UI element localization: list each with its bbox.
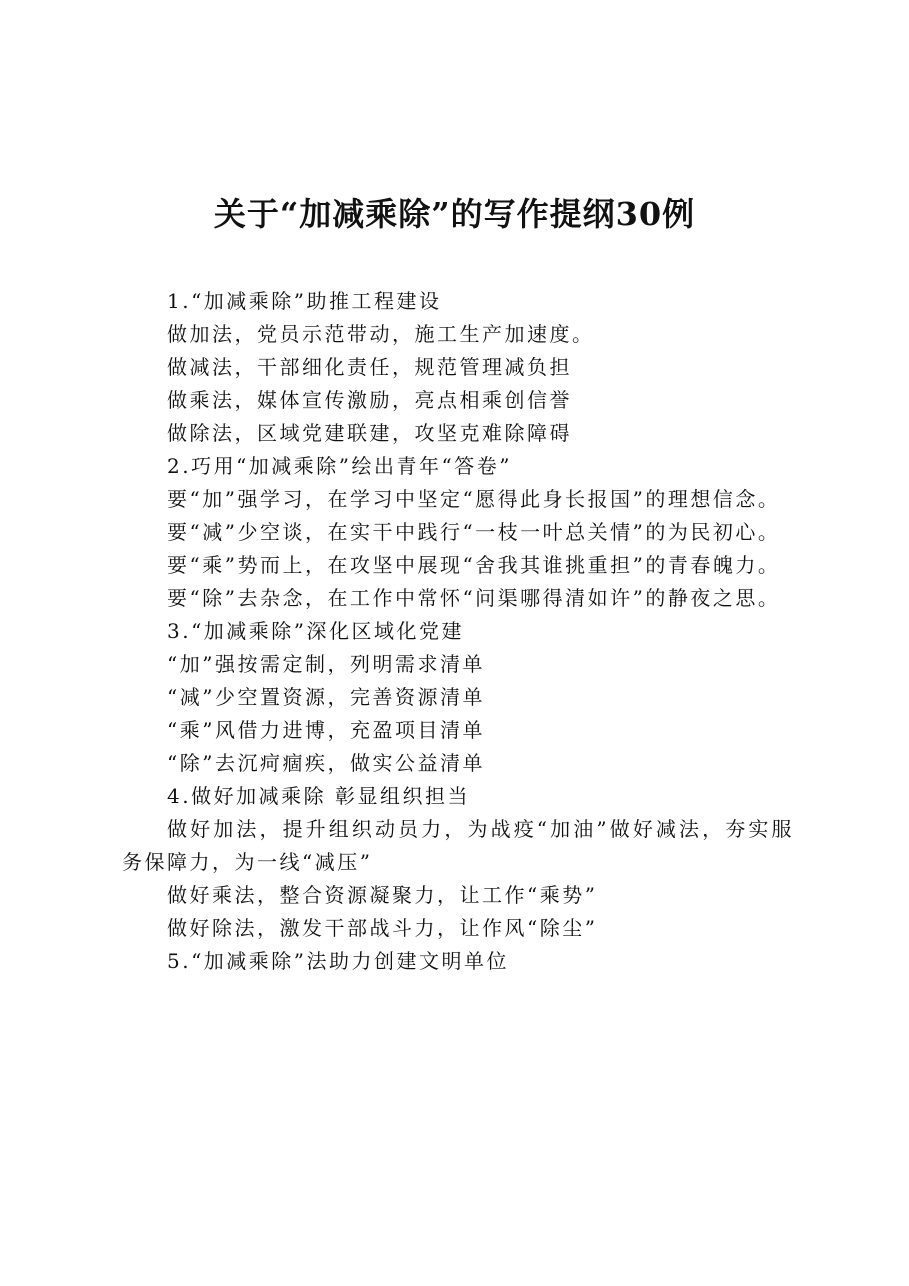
paragraph: 要“减”少空谈，在实干中践行“一枝一叶总关情”的为民初心。 [167, 520, 781, 544]
paragraph: 要“加”强学习，在学习中坚定“愿得此身长报国”的理想信念。 [167, 487, 781, 511]
document-title: 关于“加减乘除”的写作提纲30例 [213, 195, 696, 233]
paragraph: 要“除”去杂念，在工作中常怀“问渠哪得清如许”的静夜之思。 [167, 586, 781, 610]
paragraph: “减”少空置资源，完善资源清单 [167, 685, 485, 709]
document-body [122, 285, 794, 978]
paragraph: “除”去沉疴痼疾，做实公益清单 [167, 751, 485, 775]
paragraph: 做除法，区域党建联建，攻坚克难除障碍 [167, 421, 572, 445]
heading-4: 4.做好加减乘除 彰显组织担当 [167, 784, 470, 808]
paragraph: 做好除法，激发干部战斗力，让作风“除尘” [167, 916, 598, 940]
heading-3: 3.“加减乘除”深化区域化党建 [167, 619, 465, 643]
paragraph: “加”强按需定制，列明需求清单 [167, 652, 485, 676]
heading-2: 2.巧用“加减乘除”绘出青年“答卷” [167, 454, 512, 478]
paragraph: “乘”风借力进博，充盈项目清单 [167, 718, 485, 742]
heading-5: 5.“加减乘除”法助力创建文明单位 [167, 949, 510, 973]
paragraph: 做好加法，提升组织动员力，为战疫“加油”做好减法，夯实服务保障力，为一线“减压” [122, 817, 794, 874]
paragraph: 做好乘法，整合资源凝聚力，让工作“乘势” [167, 883, 598, 907]
paragraph: 做加法，党员示范带动，施工生产加速度。 [167, 322, 595, 346]
paragraph: 要“乘”势而上，在攻坚中展现“舍我其谁挑重担”的青春魄力。 [167, 553, 781, 577]
heading-1: 1.“加减乘除”助推工程建设 [167, 289, 442, 313]
paragraph: 做减法，干部细化责任，规范管理减负担 [167, 355, 572, 379]
paragraph: 做乘法，媒体宣传激励，亮点相乘创信誉 [167, 388, 572, 412]
